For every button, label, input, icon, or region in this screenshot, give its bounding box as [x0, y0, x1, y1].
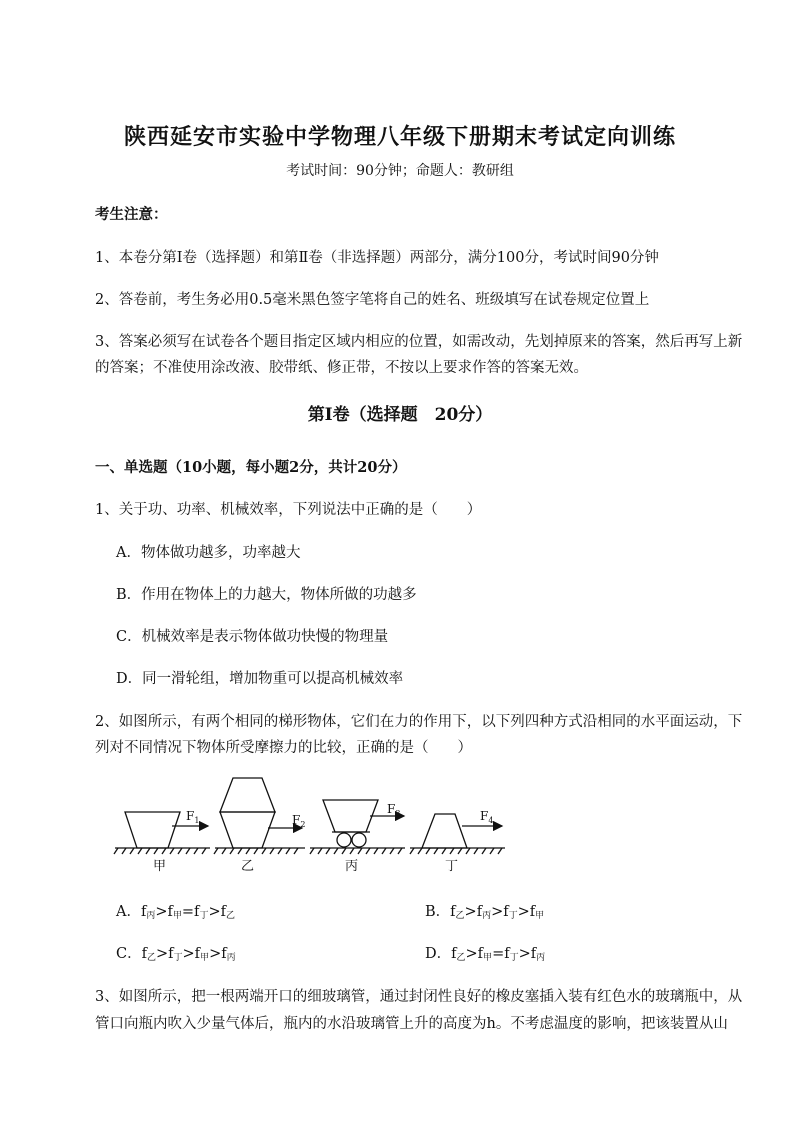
q2-option-b: B．$f_乙>f_丙>f_丁>f_甲$ — [425, 904, 545, 921]
hatch-1 — [114, 848, 206, 854]
section-title: 第I卷（选择题 20分） — [307, 405, 493, 425]
figure-label-bing: 丙 — [345, 859, 359, 874]
trapezoid-yi-bottom — [220, 812, 275, 848]
figure-label-jia: 甲 — [153, 859, 167, 874]
trapezoid-ding — [422, 814, 467, 848]
notice-item-2: 2、答卷前，考生务必用0.5毫米黑色签字笔将自己的姓名、班级填写在试卷规定位置上 — [95, 292, 650, 308]
part-heading: 一、单选题（10小题，每小题2分，共计20分） — [95, 459, 407, 476]
hatch-4 — [410, 848, 502, 854]
force-label-3: $F_3$ — [387, 802, 401, 818]
figure-label-yi: 乙 — [241, 859, 255, 874]
q1-option-c: C．机械效率是表示物体做功快慢的物理量 — [116, 629, 389, 645]
wheel-1 — [337, 833, 351, 847]
page-title: 陕西延安市实验中学物理八年级下册期末考试定向训练 — [123, 124, 676, 150]
exam-info: 考试时间：90分钟；命题人：教研组 — [286, 163, 514, 179]
notice-heading: 考生注意： — [95, 206, 168, 223]
q2-figure — [110, 768, 510, 878]
q3-line1: 3、如图所示，把一根两端开口的细玻璃管，通过封闭性良好的橡皮塞插入装有红色水的玻璃瓶中，从 — [95, 989, 743, 1005]
q2-option-c: C．$f_乙>f_丁>f_甲>f_丙$ — [116, 946, 236, 963]
q2-stem-line2: 列对不同情况下物体所受摩擦力的比较，正确的是（ ） — [95, 740, 472, 756]
notice-item-3-cont: 的答案；不准使用涂改液、胶带纸、修正带，不按以上要求作答的答案无效。 — [95, 360, 588, 376]
force-label-4: $F_4$ — [480, 809, 494, 825]
figure-label-ding: 丁 — [445, 859, 459, 874]
notice-item-3: 3、答案必须写在试卷各个题目指定区域内相应的位置，如需改动，先划掉原来的答案，然后再写上新 — [95, 334, 743, 350]
trapezoid-bing — [323, 800, 378, 832]
q2-stem-line1: 2、如图所示，有两个相同的梯形物体，它们在力的作用下，以下列四种方式沿相同的水平面运动，下 — [95, 714, 743, 730]
q1-option-a: A．物体做功越多，功率越大 — [116, 545, 301, 561]
hatch-3 — [310, 848, 402, 854]
q1-option-b: B．作用在物体上的力越大，物体所做的功越多 — [116, 587, 417, 603]
wheel-2 — [352, 833, 366, 847]
trapezoid-jia — [125, 812, 180, 848]
q2-option-a: A．$f_丙>f_甲=f_丁>f_乙$ — [116, 904, 235, 921]
force-label-1: $F_1$ — [186, 809, 200, 825]
notice-item-1: 1、本卷分第I卷（选择题）和第Ⅱ卷（非选择题）两部分，满分100分，考试时间90分钟 — [95, 250, 659, 266]
force-label-2: $F_2$ — [292, 813, 306, 829]
q2-option-d: D．$f_乙>f_甲=f_丁>f_丙$ — [425, 946, 546, 963]
hatch-2 — [214, 848, 298, 854]
q3-line2: 管口向瓶内吹入少量气体后，瓶内的水沿玻璃管上升的高度为h。不考虑温度的影响，把该装置从山 — [95, 1016, 728, 1032]
q1-stem: 1、关于功、功率、机械效率，下列说法中正确的是（ ） — [95, 502, 482, 518]
q1-option-d: D．同一滑轮组，增加物重可以提高机械效率 — [116, 671, 404, 687]
trapezoid-yi-top — [220, 778, 275, 812]
